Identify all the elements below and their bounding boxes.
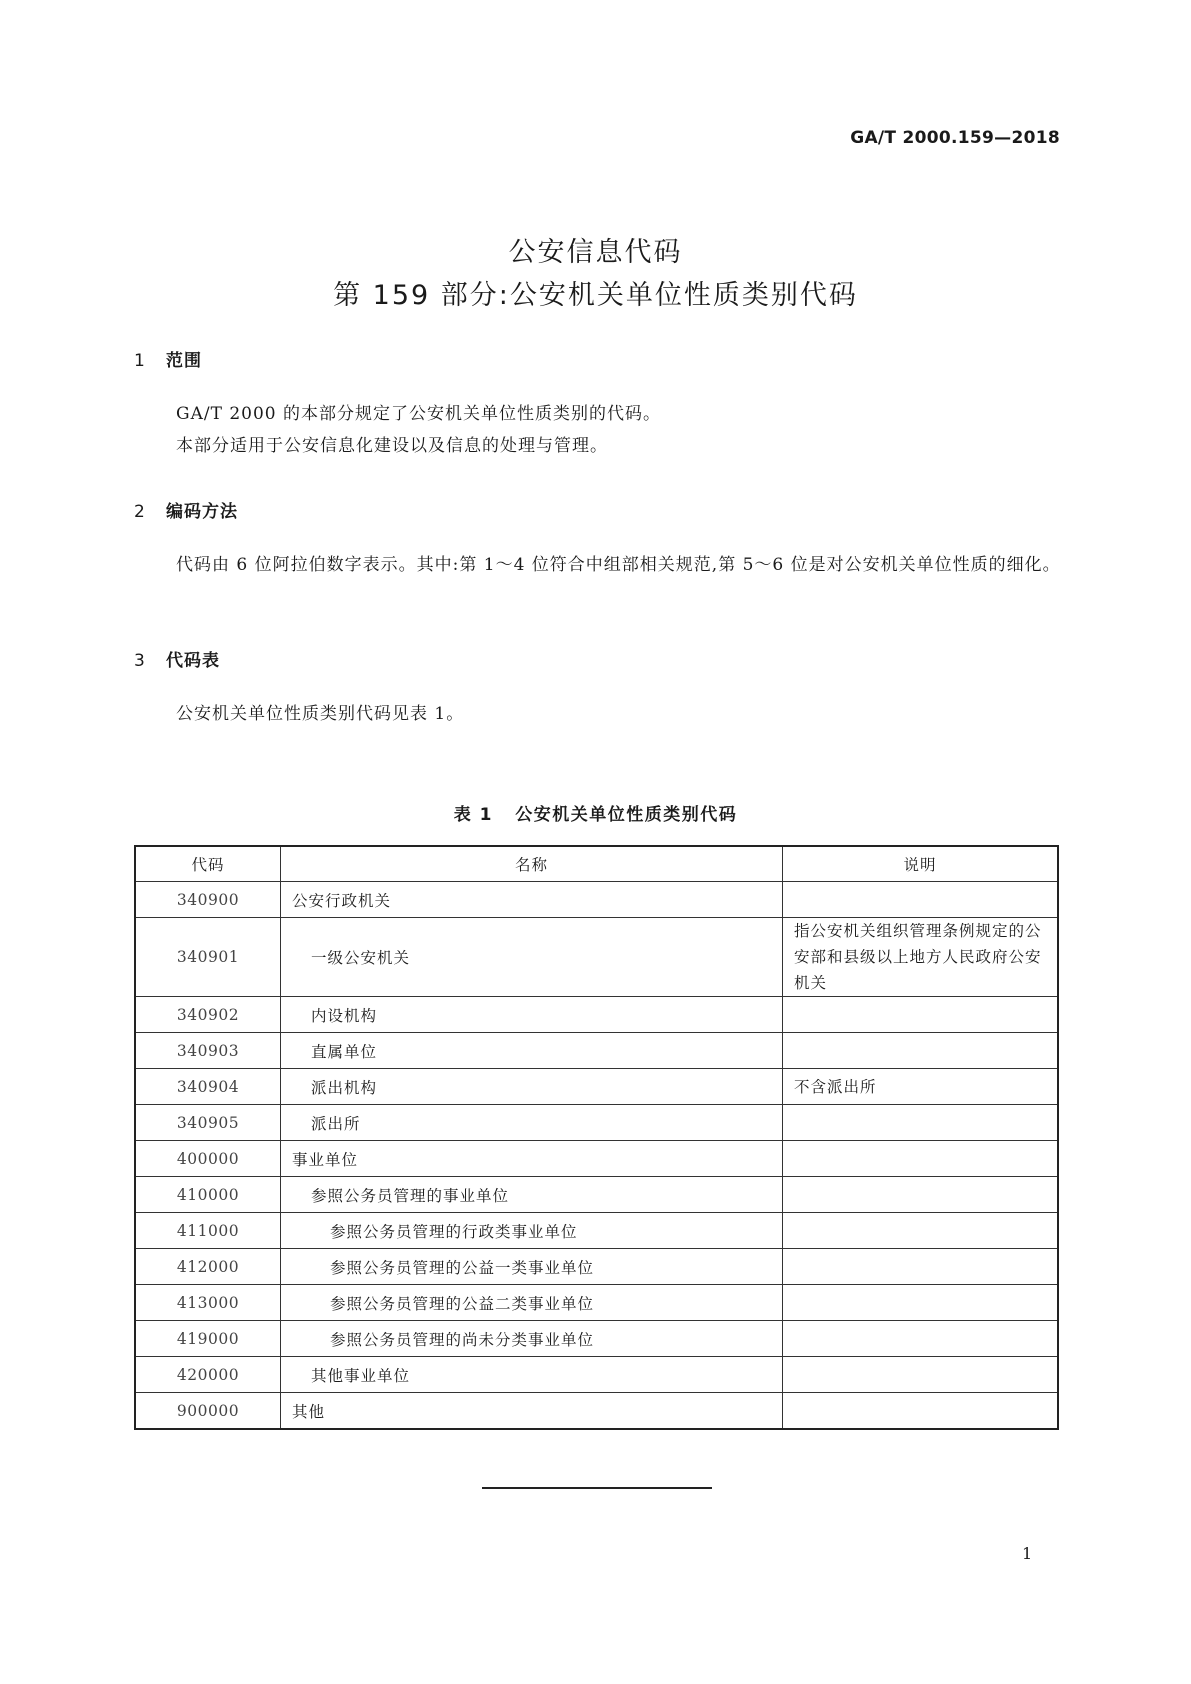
row-code: 413000 <box>135 1285 281 1321</box>
table-row <box>135 1141 1058 1177</box>
row-code: 410000 <box>135 1177 281 1213</box>
row-note <box>783 1141 1059 1177</box>
row-note <box>783 1357 1059 1393</box>
row-name: 事业单位 <box>281 1141 783 1177</box>
row-note <box>783 1177 1059 1213</box>
row-name: 其他事业单位 <box>281 1357 783 1393</box>
section-heading-scope <box>134 346 202 371</box>
row-name: 一级公安机关 <box>281 918 783 997</box>
row-code: 340905 <box>135 1105 281 1141</box>
header-code: 代码 <box>135 846 281 882</box>
table-row <box>135 1357 1058 1393</box>
code-table-paragraph: 公安机关单位性质类别代码见表 1。 <box>176 704 465 724</box>
row-name: 参照公务员管理的公益二类事业单位 <box>281 1285 783 1321</box>
row-code: 340903 <box>135 1033 281 1069</box>
row-note: 不含派出所 <box>783 1069 1059 1105</box>
section-number: 3 <box>134 651 146 671</box>
row-name: 参照公务员管理的尚未分类事业单位 <box>281 1321 783 1357</box>
table-header-row <box>135 846 1058 882</box>
row-name: 其他 <box>281 1393 783 1430</box>
document-title: 公安信息代码 <box>508 237 683 268</box>
row-name: 公安行政机关 <box>281 882 783 918</box>
row-name: 派出所 <box>281 1105 783 1141</box>
section-number: 1 <box>134 351 146 371</box>
row-name: 派出机构 <box>281 1069 783 1105</box>
table-row <box>135 1069 1058 1105</box>
row-note <box>783 1213 1059 1249</box>
row-note <box>783 1033 1059 1069</box>
row-code: 340902 <box>135 997 281 1033</box>
row-note <box>783 1285 1059 1321</box>
row-note <box>783 1249 1059 1285</box>
table-row <box>135 1249 1058 1285</box>
table-row <box>135 1033 1058 1069</box>
row-code: 400000 <box>135 1141 281 1177</box>
table-row <box>135 1213 1058 1249</box>
header-name: 名称 <box>281 846 783 882</box>
row-name: 参照公务员管理的行政类事业单位 <box>281 1213 783 1249</box>
table-caption <box>0 800 1191 825</box>
row-code: 420000 <box>135 1357 281 1393</box>
section-number: 2 <box>134 502 146 522</box>
row-code: 340900 <box>135 882 281 918</box>
row-note <box>783 1105 1059 1141</box>
end-of-document-rule <box>482 1487 712 1489</box>
coding-method-paragraph: 代码由 6 位阿拉伯数字表示。其中:第 1～4 位符合中组部相关规范,第 5～6 位是对公安机关单位性质的细化。 <box>176 555 1061 575</box>
scope-paragraph-2: 本部分适用于公安信息化建设以及信息的处理与管理。 <box>176 436 608 456</box>
row-name: 参照公务员管理的公益一类事业单位 <box>281 1249 783 1285</box>
table-row <box>135 1105 1058 1141</box>
row-name: 直属单位 <box>281 1033 783 1069</box>
row-code: 412000 <box>135 1249 281 1285</box>
table-row <box>135 1285 1058 1321</box>
row-code: 340904 <box>135 1069 281 1105</box>
table-row <box>135 918 1058 997</box>
row-name: 参照公务员管理的事业单位 <box>281 1177 783 1213</box>
section-title: 范围 <box>166 351 202 371</box>
section-title: 代码表 <box>166 651 220 671</box>
row-code: 900000 <box>135 1393 281 1430</box>
section-title: 编码方法 <box>166 502 238 522</box>
table-row <box>135 1393 1058 1430</box>
standard-number: GA/T 2000.159—2018 <box>850 128 1060 148</box>
row-name: 内设机构 <box>281 997 783 1033</box>
table-row <box>135 882 1058 918</box>
row-note <box>783 997 1059 1033</box>
section-heading-coding-method <box>134 497 238 522</box>
row-note <box>783 882 1059 918</box>
row-note <box>783 1393 1059 1430</box>
page-number: 1 <box>1022 1544 1033 1563</box>
table-caption-title: 公安机关单位性质类别代码 <box>515 805 738 825</box>
table-row <box>135 997 1058 1033</box>
table-row <box>135 1321 1058 1357</box>
row-note <box>783 1321 1059 1357</box>
section-heading-code-table <box>134 646 220 671</box>
document-subtitle: 第 159 部分:公安机关单位性质类别代码 <box>333 280 858 311</box>
table-caption-number: 表 1 <box>453 805 493 825</box>
row-code: 419000 <box>135 1321 281 1357</box>
table-row <box>135 1177 1058 1213</box>
scope-paragraph-1: GA/T 2000 的本部分规定了公安机关单位性质类别的代码。 <box>176 404 661 424</box>
row-note: 指公安机关组织管理条例规定的公安部和县级以上地方人民政府公安机关 <box>783 918 1059 997</box>
row-code: 411000 <box>135 1213 281 1249</box>
row-code: 340901 <box>135 918 281 997</box>
code-table <box>134 845 1059 1430</box>
header-note: 说明 <box>783 846 1059 882</box>
